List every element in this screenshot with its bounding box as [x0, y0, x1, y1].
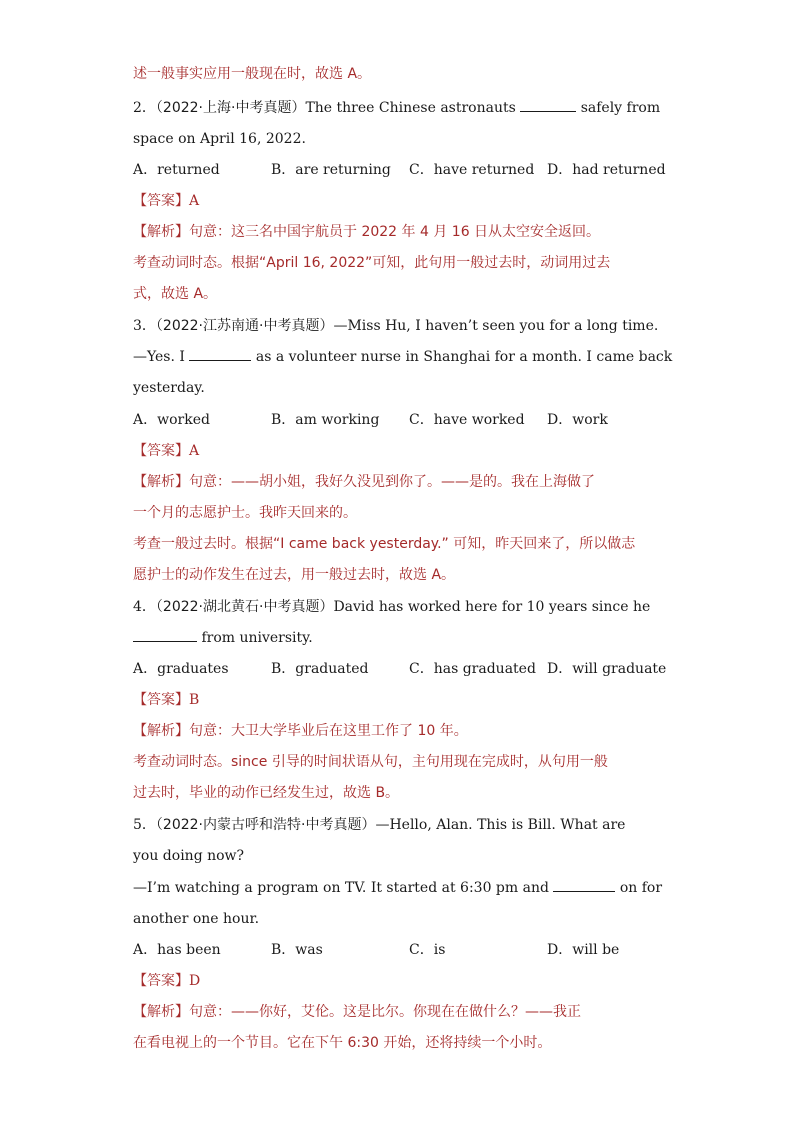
q4-option-d: D．will graduate — [547, 661, 667, 677]
q4-option-a: A．graduates — [133, 661, 229, 677]
q5-source: （2022·内蒙古呼和浩特·中考真题） — [155, 817, 376, 833]
q5-stem-4: another one hour. — [133, 911, 260, 927]
q5-stem — [133, 815, 663, 835]
q3-option-b: B．am working — [271, 412, 380, 428]
q3-option-a: A．worked — [133, 412, 210, 428]
q3-source: （2022·江苏南通·中考真题） — [155, 318, 334, 334]
q2-option-a: A．returned — [133, 162, 220, 178]
q5-stem-2: you doing now? — [133, 848, 245, 864]
q2-stem-b: safely from — [576, 100, 661, 116]
q4-analysis-3: 过去时，毕业的动作已经发生过，故选 B。 — [133, 785, 400, 801]
analysis-tag: 【解析】 — [133, 1004, 189, 1020]
q2-analysis-2: 考查动词时态。根据“April 16, 2022”可知，此句用一般过去时，动词用过去 — [133, 255, 611, 271]
q4-option-c: C．has graduated — [409, 661, 536, 677]
answer-tag: 【答案】 — [133, 973, 189, 989]
q2-analysis-3: 式，故选 A。 — [133, 286, 218, 302]
q4-answer — [133, 690, 663, 710]
q4-number: 4． — [133, 599, 156, 615]
q5-stem-1: —Hello, Alan. This is Bill. What are — [375, 817, 626, 833]
q4-option-b: B．graduated — [271, 661, 369, 677]
q3-answer — [133, 441, 663, 461]
q3-blank — [189, 348, 251, 361]
q2-option-d: D．had returned — [547, 162, 666, 178]
q4-stem — [133, 597, 663, 617]
analysis-tag: 【解析】 — [133, 723, 189, 739]
q4-stem-2b: from university. — [197, 630, 313, 646]
q5-stem-3 — [133, 878, 663, 898]
q4-stem-2 — [133, 628, 663, 648]
q3-analysis-3: 考查一般过去时。根据“I came back yesterday.” 可知，昨天回来了，所以做志 — [133, 536, 636, 552]
q2-blank — [520, 99, 576, 112]
q5-answer — [133, 971, 663, 991]
q2-stem-2: space on April 16, 2022. — [133, 131, 306, 147]
q3-stem — [133, 316, 663, 336]
q2-analysis-1 — [133, 222, 663, 242]
q3-stem-2 — [133, 347, 673, 367]
q5-number: 5． — [133, 817, 156, 833]
q5-blank — [553, 879, 615, 892]
q3-number: 3． — [133, 318, 156, 334]
analysis-tag: 【解析】 — [133, 224, 189, 240]
q5-option-c: C．is — [409, 942, 446, 958]
q2-option-c: C．have returned — [409, 162, 535, 178]
q3-analysis-2: 一个月的志愿护士。我昨天回来的。 — [133, 505, 357, 521]
q5-option-a: A．has been — [133, 942, 221, 958]
q3-analysis-text-1: 句意：——胡小姐，我好久没见到你了。——是的。我在上海做了 — [189, 474, 595, 490]
answer-tag: 【答案】 — [133, 692, 189, 708]
q4-answer-value: B — [189, 692, 200, 708]
q3-analysis-4: 愿护士的动作发生在过去，用一般过去时，故选 A。 — [133, 567, 456, 583]
q2-stem-a: The three Chinese astronauts — [305, 100, 521, 116]
q4-analysis-2: 考查动词时态。since 引导的时间状语从句，主句用现在完成时，从句用一般 — [133, 754, 608, 770]
q4-blank — [133, 629, 197, 642]
q5-analysis-text-1: 句意：——你好，艾伦。这是比尔。你现在在做什么？——我正 — [189, 1004, 581, 1020]
q5-analysis-1 — [133, 1002, 663, 1022]
q2-number: 2． — [133, 100, 156, 116]
q3-option-d: D．work — [547, 412, 608, 428]
answer-tag: 【答案】 — [133, 193, 189, 209]
answer-tag: 【答案】 — [133, 443, 189, 459]
q5-option-b: B．was — [271, 942, 323, 958]
q5-stem-3b: on for — [615, 880, 663, 896]
q2-stem — [133, 98, 663, 118]
q4-analysis-1 — [133, 721, 663, 741]
q5-answer-value: D — [189, 973, 201, 989]
q5-option-d: D．will be — [547, 942, 620, 958]
q2-answer-value: A — [189, 193, 200, 209]
q2-answer — [133, 191, 663, 211]
q3-stem-2a: —Yes. I — [133, 349, 190, 365]
intro-line: 述一般事实应用一般现在时，故选 A。 — [133, 66, 372, 82]
q4-analysis-text-1: 句意：大卫大学毕业后在这里工作了 10 年。 — [189, 723, 468, 739]
q5-stem-3a: —I’m watching a program on TV. It started at 6:30 pm and — [133, 880, 554, 896]
q4-stem-1: David has worked here for 10 years since he — [333, 599, 651, 615]
q4-source: （2022·湖北黄石·中考真题） — [155, 599, 334, 615]
q3-stem-2b: as a volunteer nurse in Shanghai for a month. I came back — [251, 349, 673, 365]
q3-option-c: C．have worked — [409, 412, 525, 428]
q2-analysis-text-1: 句意：这三名中国宇航员于 2022 年 4 月 16 日从太空安全返回。 — [189, 224, 601, 240]
q3-analysis-1 — [133, 472, 663, 492]
q2-source: （2022·上海·中考真题） — [155, 100, 306, 116]
analysis-tag: 【解析】 — [133, 474, 189, 490]
q3-stem-1: —Miss Hu, I haven’t seen you for a long time. — [333, 318, 659, 334]
q5-analysis-2: 在看电视上的一个节目。它在下午 6:30 开始，还将持续一个小时。 — [133, 1035, 552, 1051]
q3-answer-value: A — [189, 443, 200, 459]
q2-option-b: B．are returning — [271, 162, 391, 178]
q3-stem-3: yesterday. — [133, 380, 205, 396]
